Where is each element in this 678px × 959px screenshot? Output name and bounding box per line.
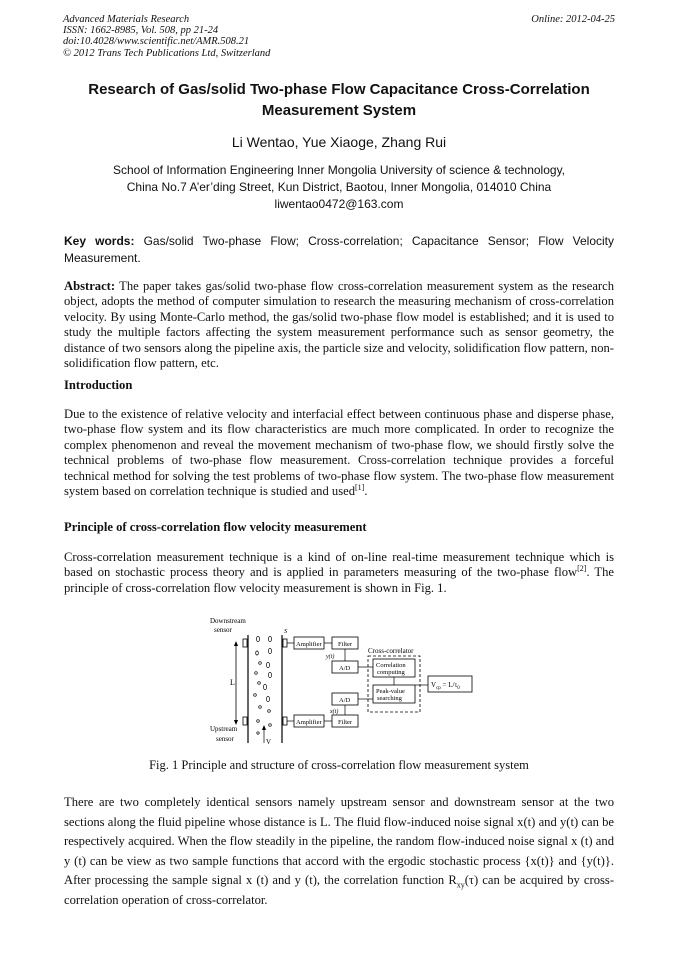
upstream-plate-right (283, 717, 287, 725)
intro-end: . (364, 484, 368, 499)
length-arrow-top (234, 641, 238, 646)
doi: doi:10.4028/www.scientific.net/AMR.508.21 (63, 36, 250, 48)
velocity-formula: $V_{cp} = L/\tau_0$ (431, 681, 460, 691)
top-ad-label: A/D (339, 665, 351, 672)
intro-paragraph (64, 407, 614, 499)
downstream-plate-left (243, 639, 247, 647)
intro-citation: [1] (355, 482, 365, 492)
bottom-filter-label: Filter (338, 719, 353, 726)
figure-caption: Fig. 1 Principle and structure of cross-correlation flow measurement system (149, 758, 529, 772)
abstract-label: Abstract: (64, 279, 116, 293)
flow-velocity-label: V (266, 738, 272, 746)
upstream-label: Upstream (210, 725, 238, 733)
peak-label-2: searching (377, 695, 402, 702)
yt-label: y(t) (326, 654, 335, 660)
cross-correlator-label: Cross-correlator (368, 647, 414, 655)
downstream-label: Downstream (210, 617, 246, 625)
sensor-text-end: (τ) can be acquired by cross-correlation operation of cross-correlator. (64, 873, 615, 907)
peak-label-1: Peak-value (376, 688, 405, 695)
abstract-text: The paper takes gas/solid two-phase flow cross-correlation measurement system as the research object, adopts the method of computer simulation to research the measuring mechanism of cross-correlation velocity. By using Monte-Carlo method, the gas/solid two-phase flow model is established; and it is used to study the multiple factors affecting the system measurement performance such as sensor geometry, the distance of two sensors along the pipeline axis, the particle size and velocity, solidification flow pattern, non-solidification flow pattern, etc. (64, 279, 615, 371)
upstream-label-2: sensor (216, 735, 234, 743)
sensor-paragraph (64, 793, 614, 911)
paper-title (60, 79, 618, 121)
affiliation (60, 162, 618, 213)
flow-arrow-head (262, 725, 266, 730)
intro-text: Due to the existence of relative velocity and interfacial effect between continuous phase and disperse phase, two-phase flow system and its flow characteristics are much more complicated. In order to recognize the complex phenomenon and reveal the movement mechanism of two-phase flow, we should firstly solve the technical problems of two-phase flow measurement. Cross-correlation technique provides a forceful technical method for solving the test problems of two-phase flow system. The two-phase flow measurement system based on correlation technique is studied and used (64, 407, 614, 499)
correlation-label-2: computing (377, 669, 405, 676)
principle-paragraph (64, 550, 614, 596)
xt-label: x(t) (330, 709, 339, 715)
keywords-label: Key words: (64, 234, 135, 248)
issn: ISSN: 1662-8985, Vol. 508, pp 21-24 (63, 25, 219, 37)
abstract (64, 279, 614, 371)
correlation-label-1: Correlation (376, 662, 406, 669)
principle-text: Cross-correlation measurement technique is a kind of on-line real-time measurement technique which is based on stochastic process theory and is applied in parameters measuring of the two-phase flow (64, 550, 614, 580)
journal-header (63, 14, 270, 59)
keywords-text: Gas/solid Two-phase Flow; Cross-correlation; Capacitance Sensor; Flow Velocity Measurement. (64, 234, 614, 265)
rxy-subscript: xy (456, 880, 465, 890)
title-line-2: Measurement System (261, 102, 417, 119)
keywords (64, 233, 614, 266)
principle-heading: Principle of cross-correlation flow velocity measurement (64, 520, 367, 534)
sy-label: S (284, 628, 288, 635)
principle-end: . The principle of cross-correlation flow velocity measurement is shown in Fig. 1. (64, 565, 614, 595)
bottom-amplifier-label: Amplifier (296, 719, 322, 726)
downstream-plate-right (283, 639, 287, 647)
top-filter-label: Filter (338, 641, 353, 648)
affiliation-line-1: School of Information Engineering Inner Mongolia University of science & technology, (112, 163, 566, 177)
title-line-1: Research of Gas/solid Two-phase Flow Capacitance Cross-Correlation (88, 81, 590, 98)
online-date: Online: 2012-04-25 (531, 14, 615, 25)
intro-heading: Introduction (64, 378, 133, 392)
length-label: L (230, 678, 235, 687)
downstream-label-2: sensor (214, 626, 232, 634)
affiliation-line-2: China No.7 A’er’ding Street, Kun District, Baotou, Inner Mongolia, 014010 China (126, 180, 552, 194)
journal-name: Advanced Materials Research (63, 14, 190, 25)
principle-citation: [2] (577, 564, 587, 574)
upstream-plate-left (243, 717, 247, 725)
particles (254, 636, 272, 734)
figure-1-diagram (198, 615, 478, 750)
authors: Li Wentao, Yue Xiaoge, Zhang Rui (231, 134, 447, 150)
sensor-text: There are two completely identical sensors namely upstream sensor and downstream sensor at the two sections along the fluid pipeline whose distance is L. The fluid flow-induced noise signal x(t) and y(t) can be respectively acquired. When the flow steadily in the pipeline, the random flow-induced noise signal x (t) and y (t) can be view as two sample functions that accord with the ergodic stochastic process {x(t)} and {y(t)}. After processing the sample signal x (t) and y (t), the correlation function R (64, 795, 614, 888)
email: liwentao0472@163.com (274, 197, 404, 211)
copyright: © 2012 Trans Tech Publications Ltd, Switzerland (63, 47, 271, 59)
top-amplifier-label: Amplifier (296, 641, 322, 648)
bottom-ad-label: A/D (339, 697, 351, 704)
